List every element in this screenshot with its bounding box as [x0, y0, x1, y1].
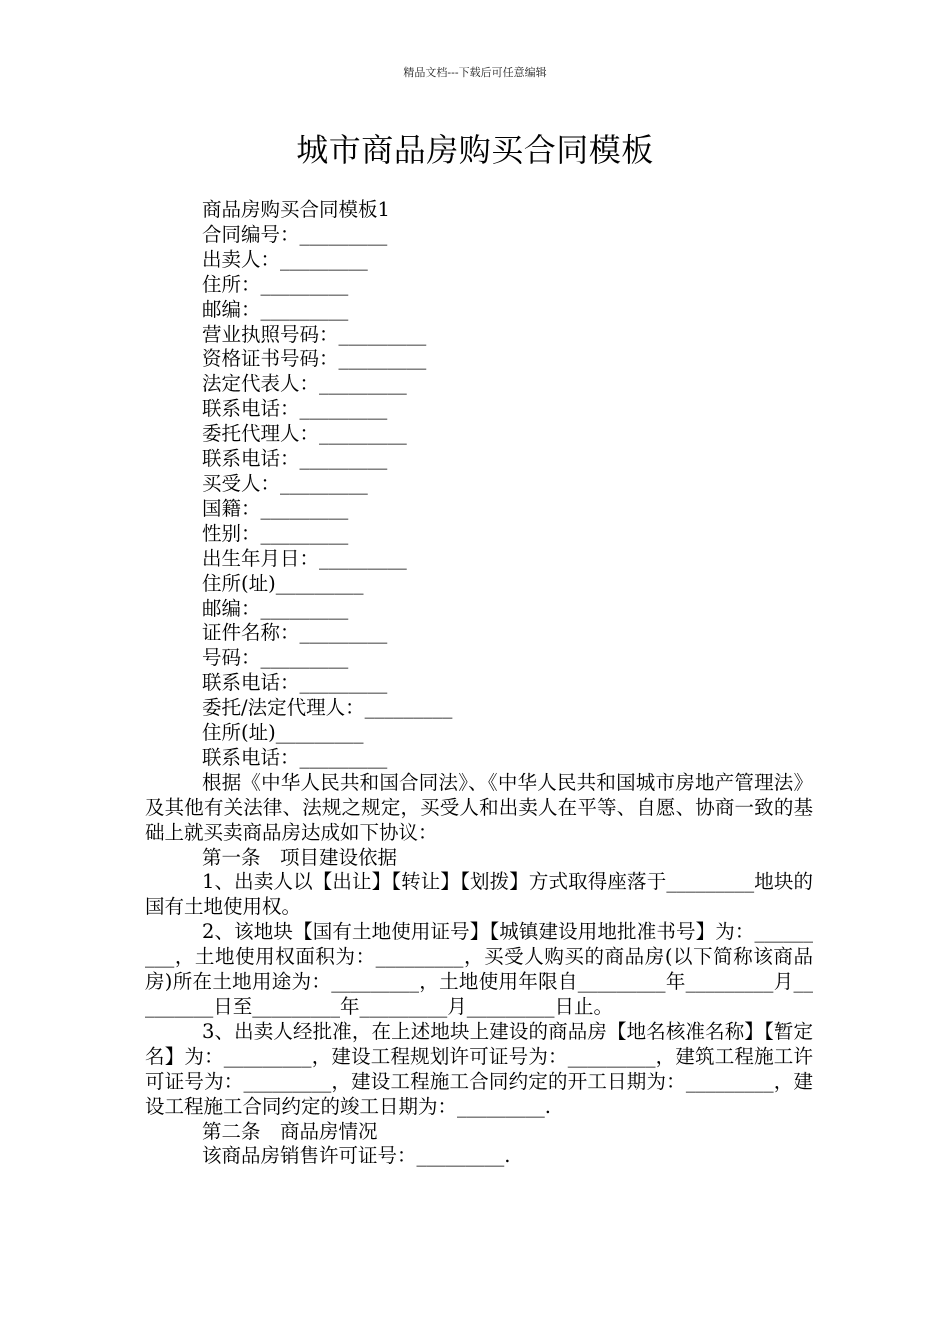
intro-paragraph: 根据《中华人民共和国合同法》、《中华人民共和国城市房地产管理法》及其他有关法律、法规之规定，买受人和出卖人在平等、自愿、协商一致的基础上就买卖商品房达成如下协议： — [145, 770, 813, 844]
field-seller-agent: 委托代理人：_________ — [202, 422, 407, 446]
field-buyer: 买受人：_________ — [202, 471, 368, 495]
field-seller-phone: 联系电话：_________ — [202, 397, 388, 421]
field-seller-address: 住所：_________ — [202, 272, 349, 296]
field-nationality: 国籍：_________ — [202, 496, 349, 520]
field-id-type: 证件名称：_________ — [202, 621, 388, 645]
field-gender: 性别：_________ — [202, 521, 349, 545]
field-buyer-agent: 委托/法定代理人：_________ — [202, 696, 453, 720]
field-legal-rep: 法定代表人：_________ — [202, 372, 407, 396]
article-1-clause-3: 3、出卖人经批准，在上述地块上建设的商品房【地名核准名称】【暂定名】为：_________，建设工程规划许可证号为：_________，建筑工程施工许可证号为：_________，建设工程施工合同约定的开工日期为：_________，建设工程施工合同约定的竣工日期为：_________. — [145, 1019, 813, 1118]
field-birth-date: 出生年月日：_________ — [202, 546, 407, 570]
article-2-sales-permit: 该商品房销售许可证号：_________. — [202, 1144, 511, 1168]
document-body — [145, 198, 813, 1169]
field-buyer-postcode: 邮编：_________ — [202, 596, 349, 620]
article-1-clause-1: 1、出卖人以【出让】【转让】【划拨】方式取得座落于_________地块的国有土地使用权。 — [145, 870, 813, 919]
field-seller-agent-phone: 联系电话：_________ — [202, 447, 388, 471]
header-note: 精品文档---下载后可任意编辑 — [403, 66, 547, 79]
field-buyer-address: 住所(址)_________ — [202, 571, 364, 595]
field-buyer-agent-phone: 联系电话：_________ — [202, 745, 388, 769]
field-id-number: 号码：_________ — [202, 646, 349, 670]
subtitle: 商品房购买合同模板1 — [202, 198, 390, 221]
field-buyer-agent-address: 住所(址)_________ — [202, 721, 364, 745]
article-2-heading: 第二条 商品房情况 — [202, 1119, 378, 1143]
field-business-license: 营业执照号码：_________ — [202, 322, 427, 346]
article-1-clause-2: 2、该地块【国有土地使用证号】【城镇建设用地批准书号】为：_________，土地使用权面积为：_________，买受人购买的商品房(以下简称该商品房)所在土地用途为：_________，土地使用年限自_________年_________月_________日至_________年_________月_________日止。 — [145, 920, 813, 1018]
field-seller-postcode: 邮编：_________ — [202, 297, 349, 321]
field-seller: 出卖人：_________ — [202, 247, 368, 271]
field-contract-number: 合同编号：_________ — [202, 222, 388, 246]
document-title: 城市商品房购买合同模板 — [296, 131, 654, 169]
field-qualification-cert: 资格证书号码：_________ — [202, 347, 427, 371]
field-buyer-phone: 联系电话：_________ — [202, 671, 388, 695]
article-1-heading: 第一条 项目建设依据 — [202, 845, 398, 869]
